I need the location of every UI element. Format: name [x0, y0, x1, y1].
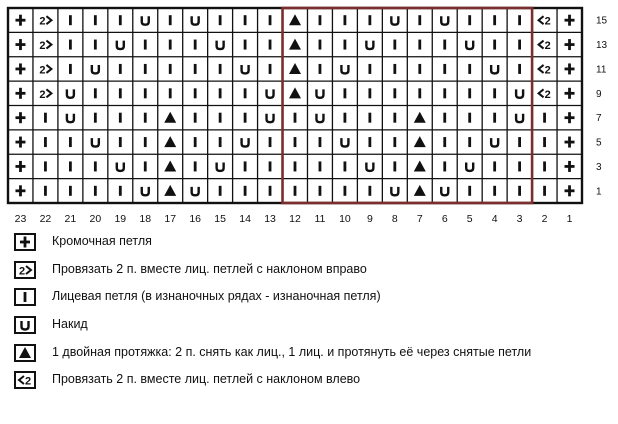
stitch-arrow-right-2-icon [39, 89, 51, 101]
column-label: 12 [289, 213, 301, 225]
stitch-triangle-icon [164, 185, 176, 196]
legend [14, 233, 614, 399]
column-label: 1 [566, 213, 573, 225]
legend-item-edge-stitch [14, 233, 614, 251]
svg-text:2: 2 [544, 15, 551, 28]
row-label: 15 [596, 15, 608, 27]
legend-text-k2tog-right: Провязать 2 п. вместе лиц. петлей с наклоном вправо [52, 261, 367, 276]
stitch-cup-icon [491, 138, 498, 147]
stitch-cup-icon [92, 138, 99, 147]
svg-text:2: 2 [39, 15, 46, 28]
stitch-triangle-icon [414, 112, 426, 123]
legend-text-k2tog-left: Провязать 2 п. вместе лиц. петлей с наклоном влево [52, 372, 361, 387]
stitch-plus-icon [15, 88, 25, 99]
stitch-plus-icon [565, 161, 575, 172]
legend-text-yarn-over: Накид [52, 317, 88, 332]
column-label: 4 [491, 213, 498, 225]
legend-text-double-decrease: 1 двойная протяжка: 2 п. снять как лиц., 1 лиц. и протянуть её через снятые петли [52, 344, 532, 359]
stitch-cup-icon [92, 65, 99, 74]
stitch-triangle-icon [164, 136, 176, 147]
stitch-cup-icon [67, 114, 74, 123]
stitch-arrow-left-2-icon [539, 16, 551, 28]
row-label: 9 [596, 88, 602, 100]
stitch-arrow-right-2-icon [39, 40, 51, 52]
row-label: 3 [596, 161, 602, 173]
stitch-cup-icon [491, 65, 498, 74]
legend-item-k2tog-right [14, 261, 614, 279]
row-label: 5 [596, 137, 602, 149]
stitch-plus-icon [15, 39, 25, 50]
stitch-cup-icon [441, 16, 448, 25]
row-label: 7 [596, 113, 602, 125]
svg-text:2: 2 [544, 64, 551, 77]
stitch-plus-icon [15, 63, 25, 74]
stitch-cup-icon [391, 16, 398, 25]
stitch-cup-icon [217, 162, 224, 171]
column-label: 17 [164, 213, 177, 225]
svg-text:2: 2 [39, 88, 46, 101]
column-label: 6 [441, 213, 448, 225]
chart-row [15, 87, 574, 101]
stitch-cup-icon [217, 41, 224, 50]
column-label: 3 [516, 213, 523, 225]
legend-item-knit [14, 288, 614, 306]
column-label: 2 [541, 213, 548, 225]
stitch-cup-icon [366, 162, 373, 171]
stitch-plus-icon [565, 112, 575, 123]
row-label: 11 [596, 64, 607, 76]
stitch-cup-icon [192, 16, 199, 25]
svg-text:2: 2 [39, 64, 46, 77]
column-label: 10 [339, 213, 351, 225]
chart-row [15, 39, 574, 53]
column-label: 11 [314, 213, 326, 225]
stitch-cup-icon [516, 89, 523, 98]
svg-text:2: 2 [39, 40, 46, 53]
stitch-cup-icon [341, 138, 348, 147]
column-label: 14 [239, 213, 251, 225]
stitch-cup-icon [366, 41, 373, 50]
column-label: 18 [139, 213, 152, 225]
stitch-cup-icon [316, 89, 323, 98]
column-label: 16 [189, 213, 202, 225]
stitch-arrow-left-2-icon [539, 89, 551, 101]
svg-text:2: 2 [544, 40, 551, 53]
stitch-triangle-icon [289, 39, 301, 50]
stitch-plus-icon [565, 88, 575, 99]
stitch-triangle-icon [164, 160, 176, 171]
stitch-triangle-icon [414, 185, 426, 196]
column-label: 22 [39, 213, 52, 225]
row-label: 13 [596, 40, 608, 52]
svg-text:2: 2 [19, 265, 26, 278]
stitch-triangle-icon [414, 136, 426, 147]
arrow-left-2-icon [14, 371, 36, 389]
stitch-cup-icon [117, 41, 124, 50]
chart-row [15, 160, 574, 172]
stitch-triangle-icon [289, 63, 301, 74]
chart-row [15, 112, 574, 124]
stitch-arrow-left-2-icon [539, 40, 551, 52]
column-label: 21 [64, 213, 77, 225]
row-label: 1 [596, 186, 602, 198]
stitch-triangle-icon [164, 112, 176, 123]
stitch-triangle-icon [414, 160, 426, 171]
stitch-cup-icon [142, 187, 149, 196]
stitch-arrow-left-2-icon [539, 64, 551, 76]
stitch-cup-icon [466, 41, 473, 50]
triangle-icon [14, 344, 36, 362]
column-label: 8 [391, 213, 398, 225]
chart-row [15, 136, 574, 148]
stitch-cup-icon [441, 187, 448, 196]
stitch-cup-icon [242, 138, 249, 147]
column-label: 13 [264, 213, 276, 225]
stitch-cup-icon [516, 114, 523, 123]
svg-text:2: 2 [25, 375, 32, 388]
stitch-cup-icon [391, 187, 398, 196]
stitch-plus-icon [565, 137, 575, 148]
stitch-plus-icon [15, 15, 25, 26]
plus-icon [14, 233, 36, 251]
stitch-cup-icon [341, 65, 348, 74]
stitch-plus-icon [565, 15, 575, 26]
bar-icon [14, 288, 36, 306]
stitch-plus-icon [15, 185, 25, 196]
stitch-cup-icon [267, 89, 274, 98]
stitch-plus-icon [565, 39, 575, 50]
legend-text-knit: Лицевая петля (в изнаночных рядах - изнаночная петля) [52, 289, 381, 304]
legend-item-yarn-over [14, 316, 614, 334]
stitch-plus-icon [15, 137, 25, 148]
legend-text-edge-stitch: Кромочная петля [52, 234, 152, 248]
column-label: 15 [214, 213, 226, 225]
stitch-cup-icon [316, 114, 323, 123]
chart-row [15, 63, 574, 77]
stitch-cup-icon [142, 16, 149, 25]
column-label: 5 [466, 213, 473, 225]
stitch-triangle-icon [289, 14, 301, 25]
legend-item-double-decrease [14, 344, 614, 362]
column-label: 19 [114, 213, 127, 225]
stitch-plus-icon [565, 63, 575, 74]
legend-item-k2tog-left [14, 371, 614, 389]
column-label: 9 [366, 213, 373, 225]
column-label: 23 [14, 213, 27, 225]
chart-row [15, 14, 574, 28]
column-label: 20 [89, 213, 102, 225]
stitch-triangle-icon [289, 87, 301, 98]
stitch-cup-icon [466, 162, 473, 171]
stitch-plus-icon [565, 185, 575, 196]
chart-row [15, 185, 574, 197]
stitch-arrow-right-2-icon [39, 16, 51, 28]
svg-text:2: 2 [544, 88, 551, 101]
arrow-right-2-icon [14, 261, 36, 279]
stitch-cup-icon [192, 187, 199, 196]
stitch-arrow-right-2-icon [39, 64, 51, 76]
stitch-cup-icon [67, 89, 74, 98]
stitch-cup-icon [242, 65, 249, 74]
stitch-plus-icon [15, 161, 25, 172]
column-label: 7 [416, 213, 423, 225]
stitch-plus-icon [15, 112, 25, 123]
cup-icon [14, 316, 36, 334]
stitch-cup-icon [117, 162, 124, 171]
stitch-cup-icon [267, 114, 274, 123]
